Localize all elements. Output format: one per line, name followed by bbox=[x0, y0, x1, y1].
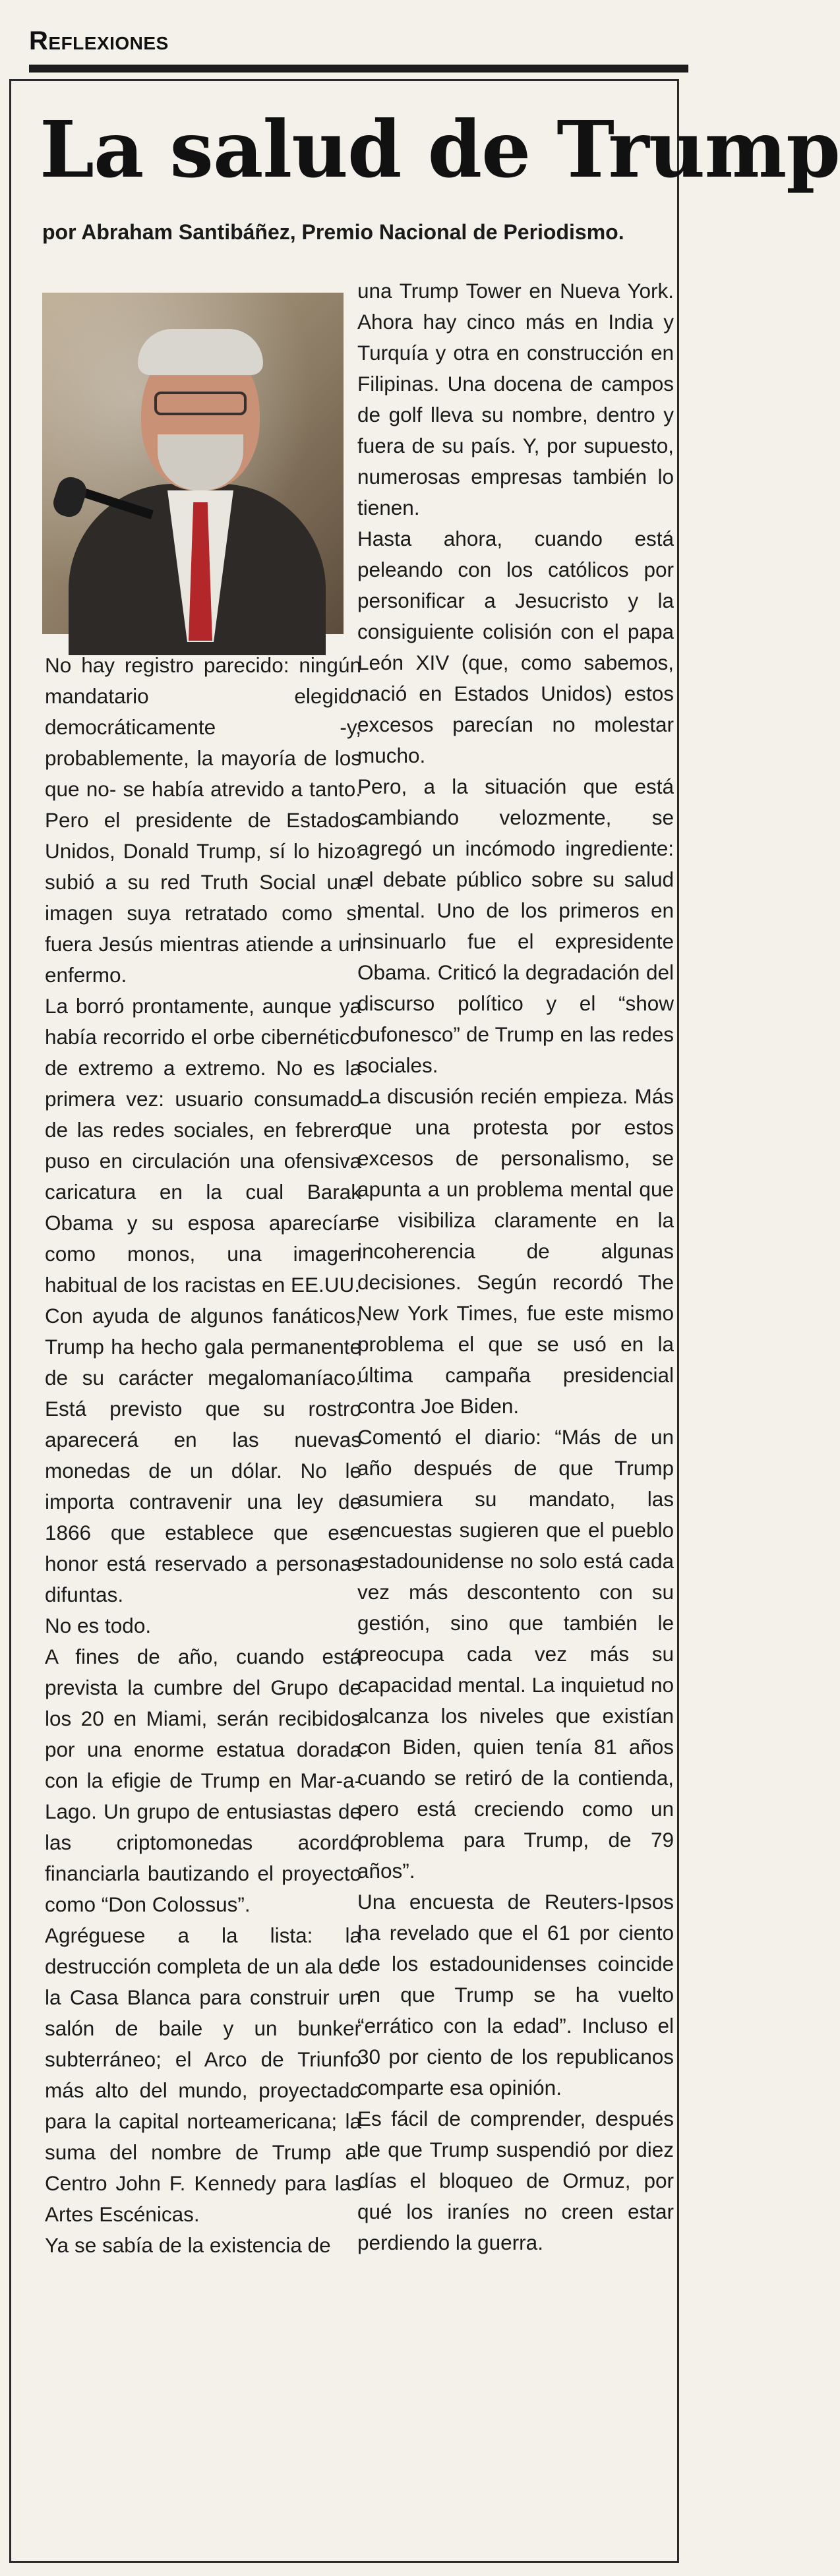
paragraph: Agréguese a la lista: la destrucción completa de un ala de la Casa Blanca para construir un salón de baile y un bunker subterráneo; el Arco de Triunfo más alto del mundo, proyectado para la capital norteamericana; la suma del nombre de Trump al Centro John F. Kennedy para las Artes Escénicas. bbox=[45, 1923, 361, 2226]
paragraph: Una encuesta de Reuters-Ipsos ha revelado que el 61 por ciento de los estadounidenses coincide en que Trump se ha vuelto “errático con la edad”. Incluso el 30 por ciento de los republicanos comparte esa opinión. bbox=[357, 1890, 674, 2099]
paragraph: Pero, a la situación que está cambiando velozmente, se agregó un incómodo ingrediente: el debate público sobre su salud mental. Uno de los primeros en insinuarlo fue el expresidente Obama. Criticó la degradación del discurso político y el “show bufonesco” de Trump en las redes sociales. bbox=[357, 775, 674, 1077]
article-byline: por Abraham Santibáñez, Premio Nacional de Periodismo. bbox=[42, 220, 624, 244]
article-title: La salud de Trump bbox=[40, 103, 840, 195]
paragraph: No hay registro parecido: ningún mandatario elegido democráticamente -y, probablemente, la mayoría de los que no- se había atrevido a tanto. Pero el presidente de Estados Unidos, Donald Trump, sí lo hizo: subió a su red Truth Social una imagen suya retratado como si fuera Jesús mientras atiende a un enfermo. bbox=[45, 653, 361, 987]
article-column-left bbox=[45, 650, 361, 2261]
paragraph: La borró prontamente, aunque ya había recorrido el orbe cibernético de extremo a extremo. No es la primera vez: usuario consumado de las redes sociales, en febrero puso en circulación una ofensiva caricatura en la cual Barak Obama y su esposa aparecían como monos, una imagen habitual de los racistas en EE.UU. bbox=[45, 994, 361, 1297]
paragraph: Ya se sabía de la existencia de bbox=[45, 2233, 331, 2257]
paragraph: Hasta ahora, cuando está peleando con los católicos por personificar a Jesucristo y la consiguiente colisión con el papa León XIV (que, como sabemos, nació en Estados Unidos) estos excesos parecían no molestar mucho. bbox=[357, 527, 674, 767]
paragraph: No es todo. bbox=[45, 1614, 152, 1637]
author-photo bbox=[42, 293, 344, 634]
paragraph: Con ayuda de algunos fanáticos, Trump ha hecho gala permanente de su carácter megalomaníaco. Está previsto que su rostro aparecerá en las nuevas monedas de un dólar. No le importa contravenir una ley de 1866 que establece que ese honor está reservado a personas difuntas. bbox=[45, 1304, 361, 1606]
section-rule bbox=[29, 65, 688, 73]
article-column-right bbox=[357, 276, 674, 2258]
paragraph: una Trump Tower en Nueva York. Ahora hay cinco más en India y Turquía y otra en construcción en Filipinas. Una docena de campos de golf lleva su nombre, dentro y fuera de su país. Y, por supuesto, numerosas empresas también lo tienen. bbox=[357, 279, 674, 519]
paragraph: Comentó el diario: “Más de un año después de que Trump asumiera su mandato, las encuestas sugieren que el pueblo estadounidense no solo está cada vez más descontento con su gestión, sino que también le preocupa cada vez más su capacidad mental. La inquietud no alcanza los niveles que existían con Biden, quien tenía 81 años cuando se retiró de la contienda, pero está creciendo como un problema para Trump, de 79 años”. bbox=[357, 1425, 674, 1883]
section-label: Reflexiones bbox=[29, 26, 169, 55]
paragraph: A fines de año, cuando está prevista la cumbre del Grupo de los 20 en Miami, serán recibidos por una enorme estatua dorada con la efigie de Trump en Mar-a-Lago. Un grupo de entusiastas de las criptomonedas acordó financiarla bautizando el proyecto como “Don Colossus”. bbox=[45, 1645, 361, 1916]
paragraph: La discusión recién empieza. Más que una protesta por estos excesos de personalismo, se apunta a un problema mental que se visibiliza claramente en la incoherencia de algunas decisiones. Según recordó The New York Times, fue este mismo problema el que se usó en la última campaña presidencial contra Joe Biden. bbox=[357, 1084, 674, 1418]
paragraph: Es fácil de comprender, después de que Trump suspendió por diez días el bloqueo de Ormuz, por qué los iraníes no creen estar perdiendo la guerra. bbox=[357, 2107, 674, 2254]
